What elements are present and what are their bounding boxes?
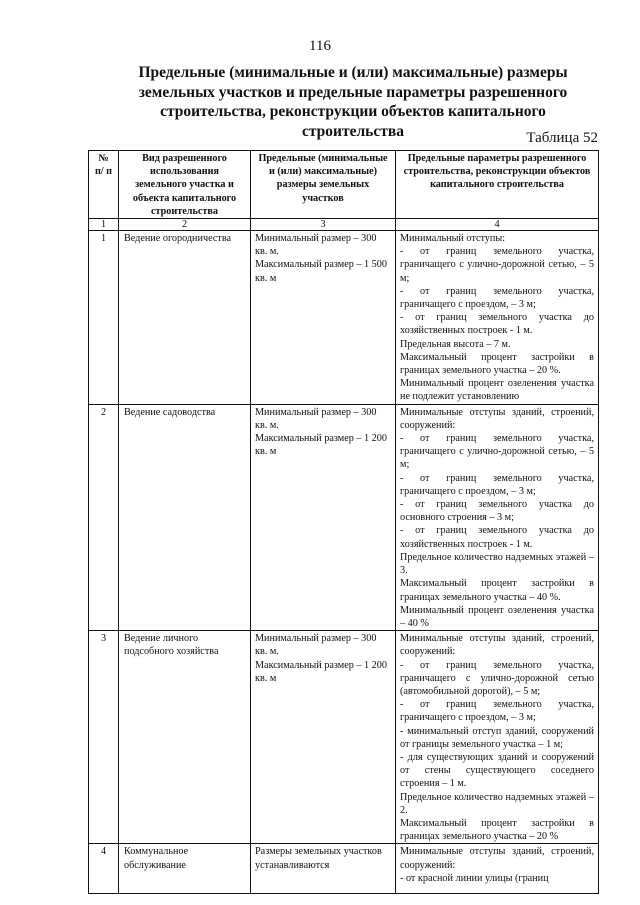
param-line: - от границ земельного участка, граничащего с улично-дорожной сетью, – 5 м; [400, 246, 594, 284]
row-number: 1 [89, 231, 119, 405]
param-line: Минимальный отступы: [400, 233, 506, 245]
column-number: 2 [119, 219, 251, 231]
row-number: 2 [89, 404, 119, 630]
header-construction-params: Предельные параметры разрешенного строительства, реконструкции объектов капитального строительства [396, 151, 599, 219]
param-line: - от границ земельного участка, граничащего с проездом, – 3 м; [400, 472, 594, 497]
construction-params [396, 404, 599, 630]
param-line: Предельная высота – 7 м. [400, 338, 511, 350]
params-continuation [400, 845, 594, 893]
plot-sizes [251, 231, 396, 405]
size-line: Максимальный размер – 1 200 кв. м [255, 433, 387, 458]
table-header-row [89, 151, 599, 219]
column-number: 1 [89, 219, 119, 231]
title-line: земельных участков и предельные параметры разрешенного [138, 83, 568, 101]
size-line: Минимальный размер – 300 кв. м. [255, 633, 377, 658]
plot-sizes [251, 404, 396, 630]
param-line: Минимальный процент озеленения участка не подлежит установлению [400, 378, 594, 403]
param-line: Предельное количество надземных этажей – 2. [400, 791, 594, 816]
param-line: - от границ земельного участка, граничащего с проездом, – 3 м; [400, 285, 594, 311]
title-line: строительства, реконструкции объектов капитального строительства [160, 103, 546, 140]
use-type: Коммунальное обслуживание [119, 844, 251, 894]
param-line: - для существующих зданий и сооружений от стены существующего соседнего строения – 1 м. [400, 751, 594, 790]
plot-sizes [251, 631, 396, 844]
size-line: Минимальный размер – 300 кв. м. [255, 233, 377, 258]
size-line: Минимальный размер – 300 кв. м. [255, 406, 377, 431]
table-row [89, 631, 599, 844]
param-line: Максимальный процент застройки в границах земельного участка – 40 %. [400, 578, 594, 603]
row-number: 3 [89, 631, 119, 844]
title-line: Предельные (минимальные и (или) максимальные) размеры [138, 64, 568, 81]
use-type: Ведение личного подсобного хозяйства [119, 631, 251, 844]
column-number-row [89, 219, 599, 231]
construction-params [396, 844, 599, 894]
param-line: - от красной линии улицы (границ [400, 872, 549, 884]
param-line: - минимальный отступ зданий, сооружений от границы земельного участка – 1 м; [400, 725, 594, 750]
parameters-table [88, 150, 599, 894]
use-type: Ведение садоводства [119, 404, 251, 630]
table-row [89, 844, 599, 894]
use-type: Ведение огородничества [119, 231, 251, 405]
page-number: 116 [309, 38, 331, 54]
header-use-type: Вид разрешенного использования земельного участка и объекта капитального строительства [119, 151, 251, 219]
column-number: 3 [251, 219, 396, 231]
param-line: Предельное количество надземных этажей – 3. [400, 551, 594, 577]
size-line: Размеры земельных участков устанавливаются [255, 846, 382, 871]
param-line: Максимальный процент застройки в границах земельного участка – 20 % [400, 817, 594, 843]
construction-params [396, 231, 599, 405]
header-number: № п/ п [89, 151, 119, 219]
param-line: Минимальный процент озеленения участка – 40 % [400, 604, 594, 629]
param-line: - от границ земельного участка, граничащего с улично-дорожной сетью, – 5 м; [400, 433, 594, 471]
param-line: - от границ земельного участка, граничащего с проездом, – 3 м; [400, 699, 594, 724]
column-number: 4 [396, 219, 599, 231]
param-line: - от границ земельного участка, граничащего с улично-дорожной сетью (автомобильной дорогой), – 5 м; [400, 659, 594, 697]
size-line: Максимальный размер – 1 500 кв. м [255, 259, 387, 284]
param-line: Минимальные отступы зданий, строений, сооружений: [400, 846, 594, 871]
param-line: Минимальные отступы зданий, строений, сооружений: [400, 633, 594, 658]
param-line: Максимальный процент застройки в границах земельного участка – 20 %. [400, 351, 594, 377]
document-title [108, 63, 598, 141]
param-line: - от границ земельного участка до хозяйственных построек - 1 м. [400, 525, 594, 550]
table-caption: Таблица 52 [526, 130, 598, 146]
table-row [89, 231, 599, 405]
header-plot-sizes: Предельные (минимальные и (или) максимальные) размеры земельных участков [251, 151, 396, 219]
size-line: Максимальный размер – 1 200 кв. м [255, 659, 387, 684]
param-line: - от границ земельного участка до основного строения – 3 м; [400, 499, 594, 524]
table-row [89, 404, 599, 630]
construction-params [396, 631, 599, 844]
plot-sizes [251, 844, 396, 894]
param-line: - от границ земельного участка до хозяйственных построек - 1 м. [400, 312, 594, 337]
param-line: Минимальные отступы зданий, строений, сооружений: [400, 406, 594, 431]
row-number: 4 [89, 844, 119, 894]
